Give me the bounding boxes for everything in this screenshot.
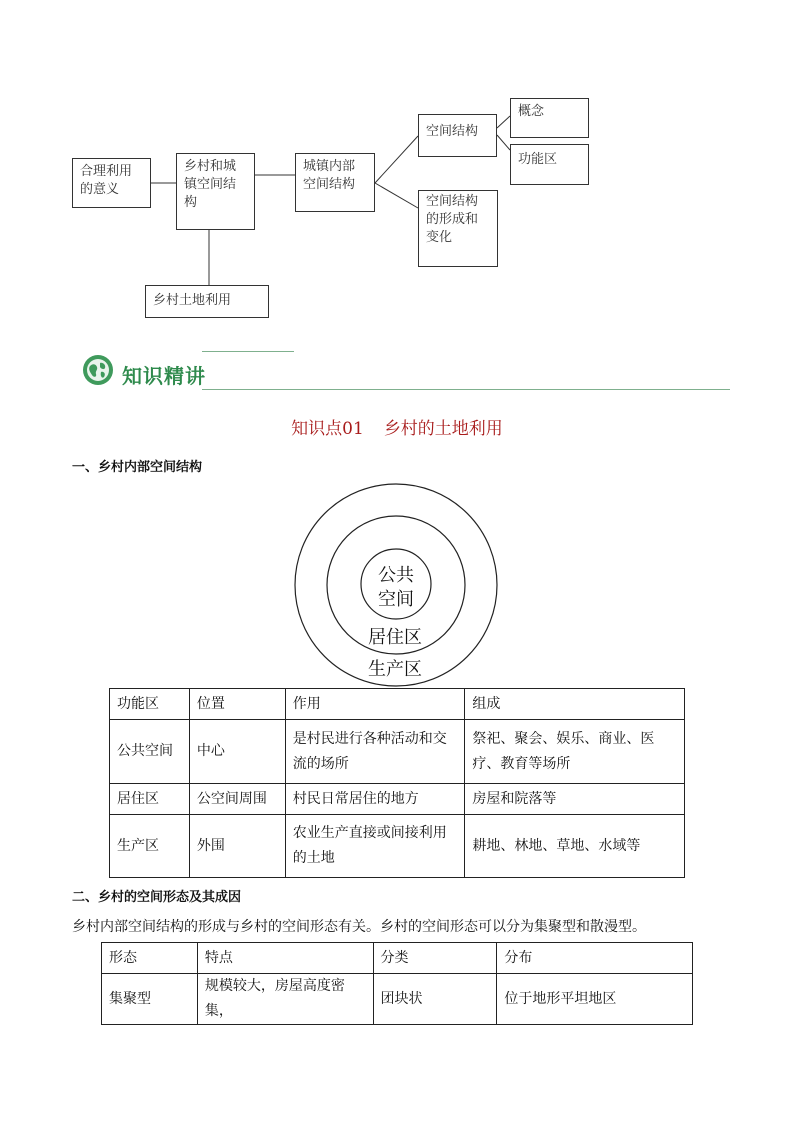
table-header-cell: 作用 (285, 689, 465, 720)
table-cell: 村民日常居住的地方 (285, 784, 465, 815)
ring-label-public-line1: 公共 (378, 565, 414, 586)
table-cell: 外围 (189, 815, 285, 878)
table-cell: 位于地形平坦地区 (497, 974, 693, 1025)
ring-label-residential: 居住区 (368, 627, 422, 648)
table-cell: 公共空间 (110, 720, 190, 784)
paragraph-spatial-form: 乡村内部空间结构的形成与乡村的空间形态有关。乡村的空间形态可以分为集聚型和散漫型。 (72, 919, 646, 935)
table-header-cell: 位置 (189, 689, 285, 720)
diagram-box-concept: 概念 (510, 98, 589, 138)
table-header-cell: 特点 (197, 943, 373, 974)
table-row (110, 720, 685, 784)
section-rule (202, 389, 730, 391)
table-header-cell: 组成 (465, 689, 685, 720)
diagram-box-significance: 合理利用的意义 (72, 158, 151, 208)
table-cell: 耕地、林地、草地、水域等 (465, 815, 685, 878)
table-row (110, 815, 685, 878)
table-header-cell: 功能区 (110, 689, 190, 720)
table-cell: 房屋和院落等 (465, 784, 685, 815)
diagram-box-urban-internal: 城镇内部空间结构 (295, 153, 375, 212)
diagram-box-rural-land-use: 乡村土地利用 (145, 285, 269, 318)
diagram-box-rural-urban: 乡村和城镇空间结构 (176, 153, 255, 230)
table-cell: 团块状 (373, 974, 497, 1025)
knowledge-point-number: 知识点01 (291, 419, 364, 439)
diagram-box-functional-zone: 功能区 (510, 144, 589, 185)
table-cell: 农业生产直接或间接利用的土地 (285, 815, 465, 878)
table-header-cell: 分布 (497, 943, 693, 974)
table-header-cell: 形态 (102, 943, 198, 974)
ring-label-production: 生产区 (368, 659, 422, 680)
table-header-row (102, 943, 693, 974)
table-cell: 是村民进行各种活动和交流的场所 (285, 720, 465, 784)
table-header-cell: 分类 (373, 943, 497, 974)
table-row (102, 974, 693, 1025)
section-rule-top (202, 351, 294, 352)
table-cell: 生产区 (110, 815, 190, 878)
table-cell: 中心 (189, 720, 285, 784)
table-cell: 集聚型 (102, 974, 198, 1025)
diagram-box-formation-change: 空间结构的形成和变化 (418, 190, 498, 267)
section-header (82, 350, 730, 392)
table-cell: 规模较大，房屋高度密集， (197, 974, 373, 1025)
spatial-form-table (101, 942, 693, 1025)
heading-rural-internal-structure: 一、乡村内部空间结构 (72, 460, 203, 475)
table-cell: 祭祀、聚会、娱乐、商业、医疗、教育等场所 (465, 720, 685, 784)
table-row (110, 784, 685, 815)
table-header-row (110, 689, 685, 720)
section-title: 知识精讲 (122, 364, 206, 388)
knowledge-point-title (0, 414, 794, 439)
globe-icon (82, 354, 114, 386)
table-cell: 居住区 (110, 784, 190, 815)
heading-rural-spatial-form: 二、乡村的空间形态及其成因 (72, 890, 242, 905)
knowledge-point-name: 乡村的土地利用 (383, 419, 503, 439)
diagram-box-spatial-structure: 空间结构 (418, 114, 497, 157)
table-cell: 公空间周围 (189, 784, 285, 815)
ring-label-public-line2: 空间 (378, 589, 414, 610)
functional-zone-table (109, 688, 685, 878)
